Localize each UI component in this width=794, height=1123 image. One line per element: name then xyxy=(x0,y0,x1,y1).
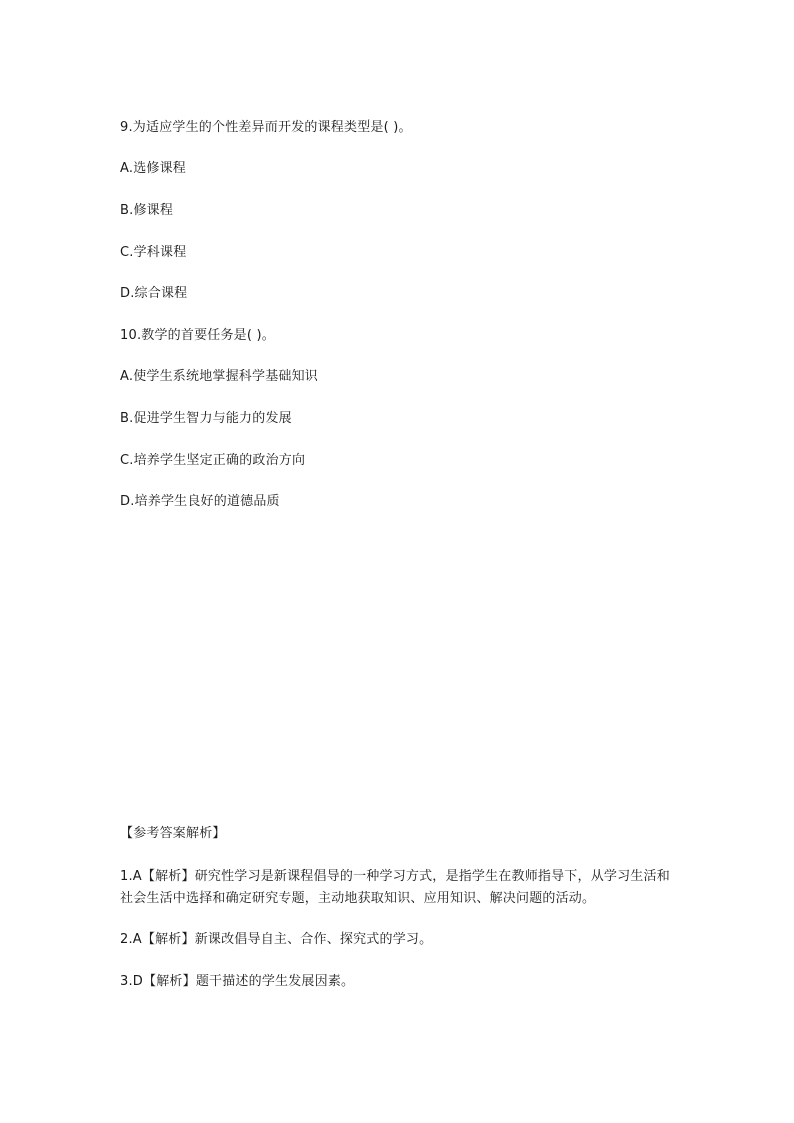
question-10-option-d: D.培养学生良好的道德品质 xyxy=(120,494,280,509)
question-10-option-a: A.使学生系统地掌握科学基础知识 xyxy=(120,369,318,384)
question-9-option-b: B.修课程 xyxy=(120,203,174,218)
question-10-option-c: C.培养学生坚定正确的政治方向 xyxy=(120,453,306,468)
question-9-option-d: D.综合课程 xyxy=(120,286,188,301)
answer-item-3: 3.D【解析】题干描述的学生发展因素。 xyxy=(120,974,355,989)
question-9-option-a: A.选修课程 xyxy=(120,161,186,176)
question-9-option-c: C.学科课程 xyxy=(120,245,187,260)
question-9-stem: 9.为适应学生的个性差异而开发的课程类型是( )。 xyxy=(120,120,412,135)
question-10-stem: 10.教学的首要任务是( )。 xyxy=(120,328,275,343)
answer-item-1: 1.A【解析】研究性学习是新课程倡导的一种学习方式，是指学生在教师指导下，从学习生活和社会生活中选择和确定研究专题，主动地获取知识、应用知识、解决问题的活动。 xyxy=(120,869,670,906)
question-10-option-b: B.促进学生智力与能力的发展 xyxy=(120,411,292,426)
answer-heading: 【参考答案解析】 xyxy=(120,826,226,841)
answer-item-2: 2.A【解析】新课改倡导自主、合作、探究式的学习。 xyxy=(120,932,433,947)
